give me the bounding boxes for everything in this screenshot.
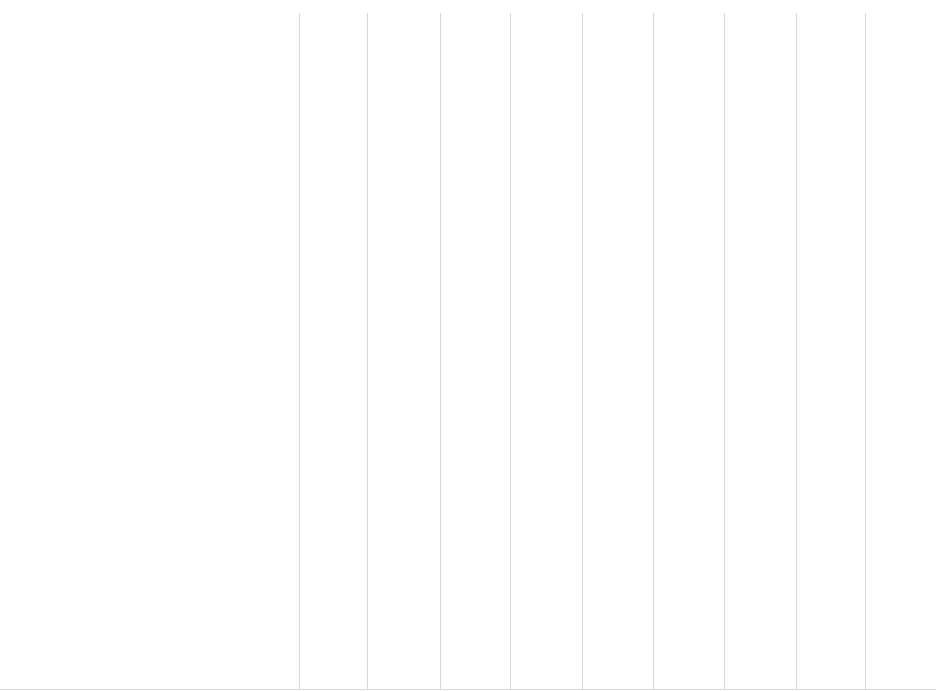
gridline <box>582 13 583 689</box>
gridline <box>440 13 441 689</box>
gridline <box>367 13 368 689</box>
gridline <box>299 13 300 689</box>
gridline <box>724 13 725 689</box>
gridline <box>653 13 654 689</box>
report-title <box>2 1 402 15</box>
gridline <box>510 13 511 689</box>
gridline <box>865 13 866 689</box>
title-row <box>0 1 936 15</box>
gridline <box>0 689 936 690</box>
gridline <box>796 13 797 689</box>
